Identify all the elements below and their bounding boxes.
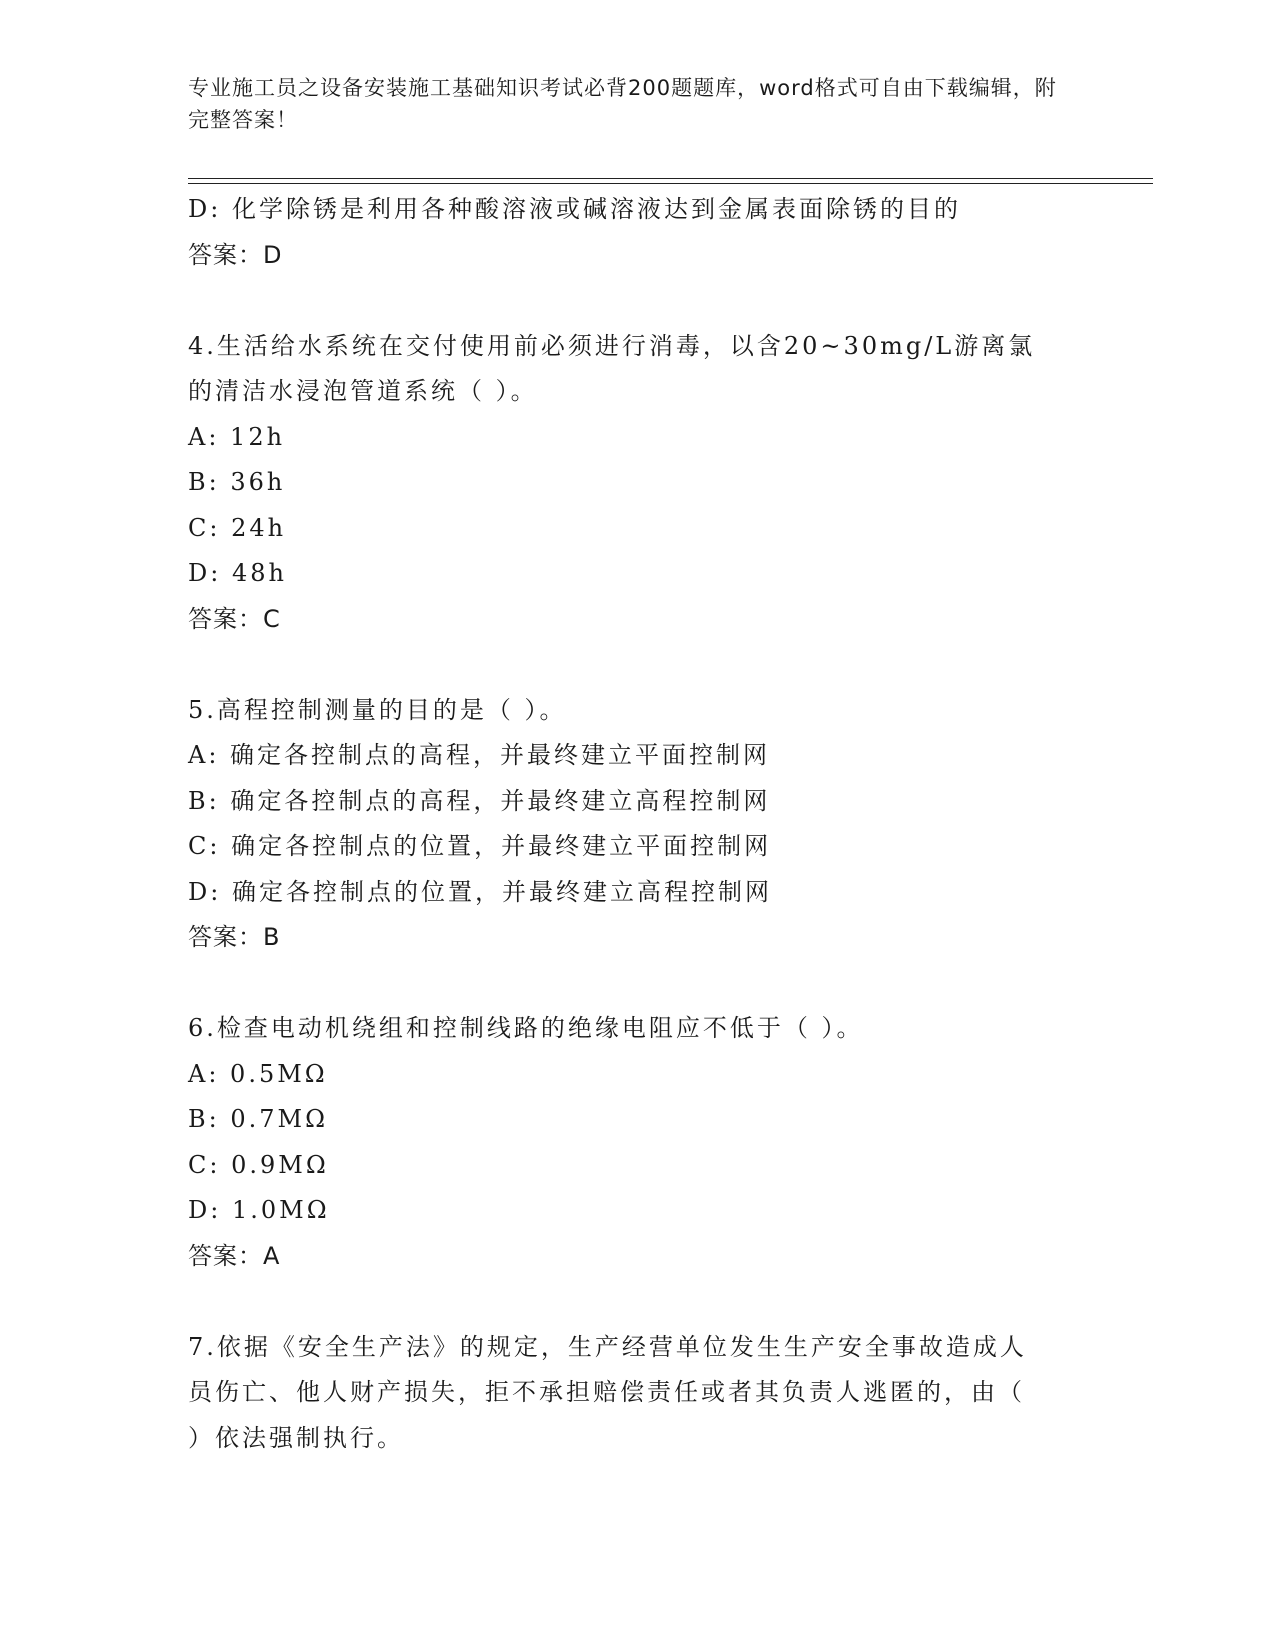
answer-line: 答案：A (188, 1241, 281, 1270)
option-d: D: 48h (188, 559, 287, 587)
question-6 (188, 1006, 1088, 1279)
question-text: 7.依据《安全生产法》的规定，生产经营单位发生生产安全事故造成人员伤亡、他人财产损失，拒不承担赔偿责任或者其负责人逃匿的，由（ ）依法强制执行。 (188, 1332, 1027, 1452)
answer-line: 答案：C (188, 604, 281, 633)
option-d: D: 确定各控制点的位置，并最终建立高程控制网 (188, 877, 772, 906)
question-7 (188, 1325, 1088, 1462)
option-c: C: 0.9MΩ (188, 1150, 329, 1179)
question-list (188, 187, 1088, 1461)
spacer (188, 1279, 1088, 1325)
question-4 (188, 324, 1088, 643)
option-d: D: 化学除锈是利用各种酸溶液或碱溶液达到金属表面除锈的目的 (188, 195, 961, 223)
header-rule-bottom (188, 183, 1153, 184)
answer-line: 答案：D (188, 240, 283, 269)
question-text: 5.高程控制测量的目的是（ ）。 (188, 695, 567, 724)
header-rule-top (188, 178, 1153, 179)
question-text: 4.生活给水系统在交付使用前必须进行消毒，以含20~30mg/L游离氯的清洁水浸泡管道系统（ ）。 (188, 331, 1036, 405)
option-d: D: 1.0MΩ (188, 1196, 330, 1224)
question-text: 6.检查电动机绕组和控制线路的绝缘电阻应不低于（ ）。 (188, 1014, 864, 1042)
option-b: B: 确定各控制点的高程，并最终建立高程控制网 (188, 786, 771, 815)
page-header: 专业施工员之设备安装施工基础知识考试必背200题题库，word格式可自由下载编辑，附完整答案！ (188, 76, 1057, 132)
spacer (188, 961, 1088, 1007)
option-c: C: 确定各控制点的位置，并最终建立平面控制网 (188, 832, 772, 860)
option-a: A: 12h (188, 422, 286, 451)
option-b: B: 0.7MΩ (188, 1105, 328, 1133)
option-a: A: 确定各控制点的高程，并最终建立平面控制网 (188, 741, 771, 769)
option-a: A: 0.5MΩ (188, 1059, 328, 1088)
option-c: C: 24h (188, 513, 287, 542)
option-b: B: 36h (188, 468, 286, 496)
spacer (188, 642, 1088, 688)
question-5 (188, 688, 1088, 961)
answer-line: 答案：B (188, 923, 281, 951)
spacer (188, 278, 1088, 324)
